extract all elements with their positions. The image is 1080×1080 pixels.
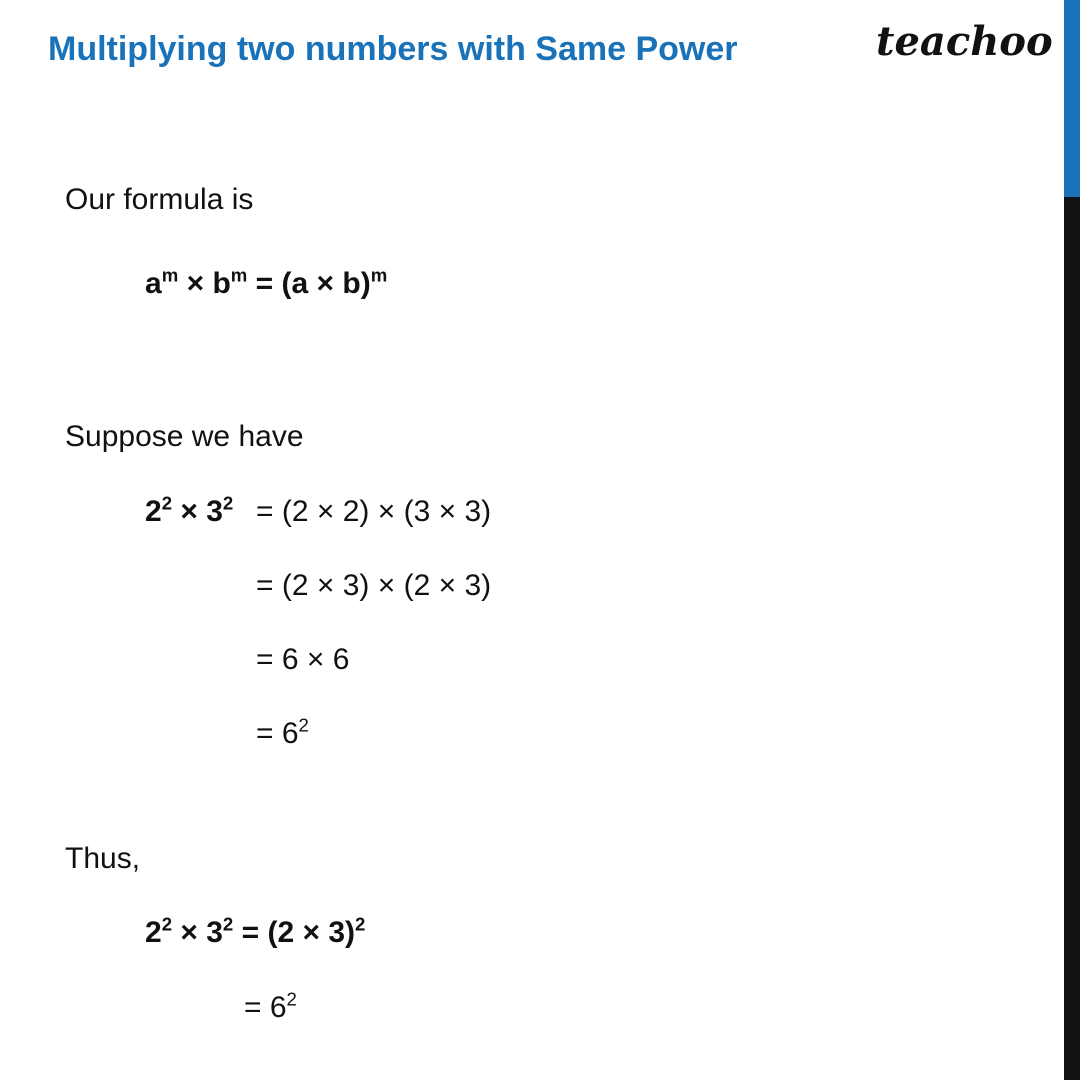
- example-step4: [256, 716, 309, 752]
- conclusion-result: [244, 990, 297, 1026]
- thus-text: Thus,: [65, 842, 141, 875]
- example-exp1: 2: [161, 492, 173, 514]
- conclusion-times: ×: [172, 916, 207, 949]
- formula-line: [145, 266, 387, 302]
- example-step2: = (2 × 3) × (2 × 3): [256, 569, 492, 602]
- example-exp2: 2: [222, 492, 234, 514]
- formula-rhs: = (a × b): [247, 267, 371, 300]
- conclusion-exp2: 2: [222, 913, 234, 935]
- conclusion-line: [145, 915, 365, 951]
- formula-exp-b: m: [230, 264, 248, 286]
- conclusion-rhs: = (2 × 3): [233, 916, 355, 949]
- example-lhs: [145, 494, 233, 530]
- example-times: ×: [172, 495, 207, 528]
- example-step3: = 6 × 6: [256, 643, 350, 676]
- conclusion-base1: 2: [145, 916, 162, 949]
- example-base2: 3: [206, 495, 223, 528]
- formula-base-b: b: [212, 267, 231, 300]
- suppose-text: Suppose we have: [65, 420, 304, 453]
- formula-exp-rhs: m: [370, 264, 388, 286]
- example-base1: 2: [145, 495, 162, 528]
- formula-base-a: a: [145, 267, 162, 300]
- scrollbar-thumb[interactable]: [1064, 0, 1080, 197]
- conclusion-result-exp: 2: [286, 988, 297, 1010]
- example-step4-base: = 6: [256, 717, 299, 750]
- conclusion-base2: 3: [206, 916, 223, 949]
- teachoo-logo: teachoo: [876, 18, 1053, 65]
- page-title: Multiplying two numbers with Same Power: [48, 30, 738, 68]
- formula-times: ×: [178, 267, 213, 300]
- conclusion-exp1: 2: [161, 913, 173, 935]
- example-step4-exp: 2: [298, 714, 309, 736]
- conclusion-exp-rhs: 2: [355, 913, 366, 935]
- example-step1: = (2 × 2) × (3 × 3): [256, 495, 492, 528]
- conclusion-result-base: = 6: [244, 991, 287, 1024]
- intro-text: Our formula is: [65, 183, 254, 216]
- formula-exp-a: m: [161, 264, 179, 286]
